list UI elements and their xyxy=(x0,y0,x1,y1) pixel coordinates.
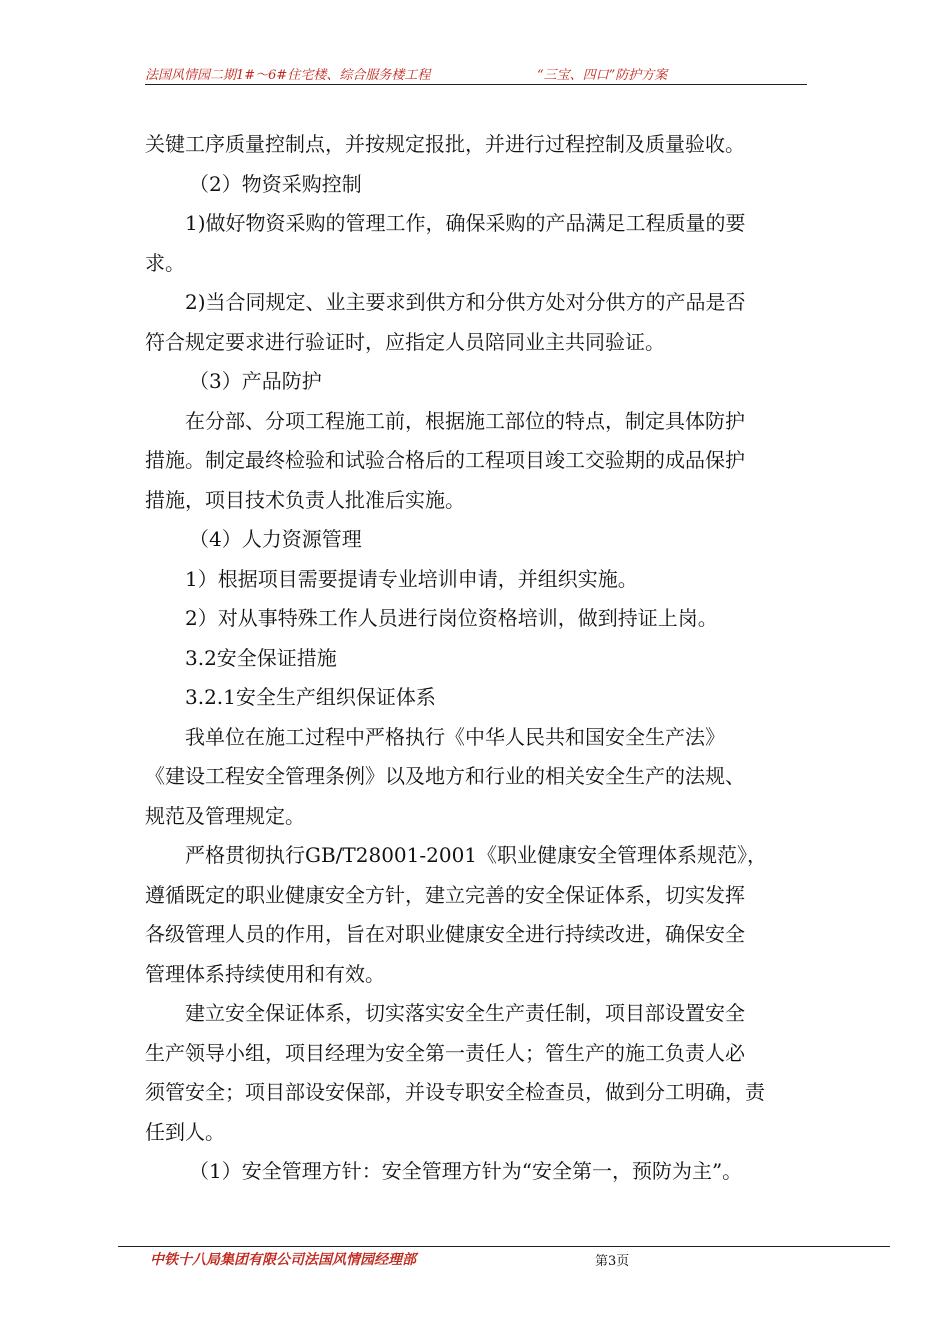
document-body xyxy=(145,125,807,1192)
paragraph-line: 《建设工程安全管理条例》以及地方和行业的相关安全生产的法规、 xyxy=(145,764,745,788)
paragraph-line: 在分部、分项工程施工前，根据施工部位的特点，制定具体防护 xyxy=(185,408,745,433)
paragraph-line: 建立安全保证体系，切实落实安全生产责任制，项目部设置安全 xyxy=(185,1001,745,1025)
paragraph-line: 须管安全；项目部设安保部，并设专职安全检查员，做到分工明确，责 xyxy=(145,1080,765,1104)
footer-company: 中铁十八局集团有限公司法国风情园经理部 xyxy=(150,1252,416,1268)
section-heading: （4）人力资源管理 xyxy=(189,527,362,551)
section-heading: 3.2安全保证措施 xyxy=(185,645,337,670)
paragraph-line: 管理体系持续使用和有效。 xyxy=(145,961,385,986)
paragraph-line: 符合规定要求进行验证时，应指定人员陪同业主共同验证。 xyxy=(145,329,665,354)
paragraph-line: 措施，项目技术负责人批准后实施。 xyxy=(145,487,465,512)
paragraph-line: 遵循既定的职业健康安全方针，建立完善的安全保证体系，切实发挥 xyxy=(145,882,745,907)
paragraph-line: 2)当合同规定、业主要求到供方和分供方处对分供方的产品是否 xyxy=(185,290,746,314)
paragraph-line: 严格贯彻执行GB/T28001-2001《职业健康安全管理体系规范》， xyxy=(185,843,768,867)
paragraph-line: 1）根据项目需要提请专业培训申请，并组织实施。 xyxy=(185,566,638,591)
paragraph-line: 2）对从事特殊工作人员进行岗位资格培训，做到持证上岗。 xyxy=(185,606,718,630)
paragraph-line: （1）安全管理方针：安全管理方针为“安全第一，预防为主”。 xyxy=(189,1159,743,1183)
paragraph-line: 生产领导小组，项目经理为安全第一责任人；管生产的施工负责人必 xyxy=(145,1040,745,1065)
paragraph-line: 任到人。 xyxy=(145,1119,225,1144)
paragraph-line: 1)做好物资采购的管理工作，确保采购的产品满足工程质量的要 xyxy=(185,211,746,235)
header-document-title: “三宝、四口”防护方案 xyxy=(537,68,668,83)
paragraph-line: 求。 xyxy=(145,250,185,275)
section-heading: （3）产品防护 xyxy=(189,369,322,393)
paragraph-line: 我单位在施工过程中严格执行《中华人民共和国安全生产法》 xyxy=(185,724,725,749)
section-heading: （2）物资采购控制 xyxy=(189,171,362,196)
paragraph-line: 规范及管理规定。 xyxy=(145,803,305,828)
header-project-title: 法国风情园二期1#～6#住宅楼、综合服务楼工程 xyxy=(145,68,431,83)
paragraph-line: 措施。制定最终检验和试验合格后的工程项目竣工交验期的成品保护 xyxy=(145,448,745,472)
page-header xyxy=(145,58,807,85)
section-heading: 3.2.1安全生产组织保证体系 xyxy=(185,685,436,709)
paragraph-line: 关键工序质量控制点，并按规定报批，并进行过程控制及质量验收。 xyxy=(145,132,745,156)
paragraph-line: 各级管理人员的作用，旨在对职业健康安全进行持续改进，确保安全 xyxy=(145,922,745,946)
page-number: 第3页 xyxy=(595,1254,630,1269)
footer-rule xyxy=(118,1246,890,1247)
